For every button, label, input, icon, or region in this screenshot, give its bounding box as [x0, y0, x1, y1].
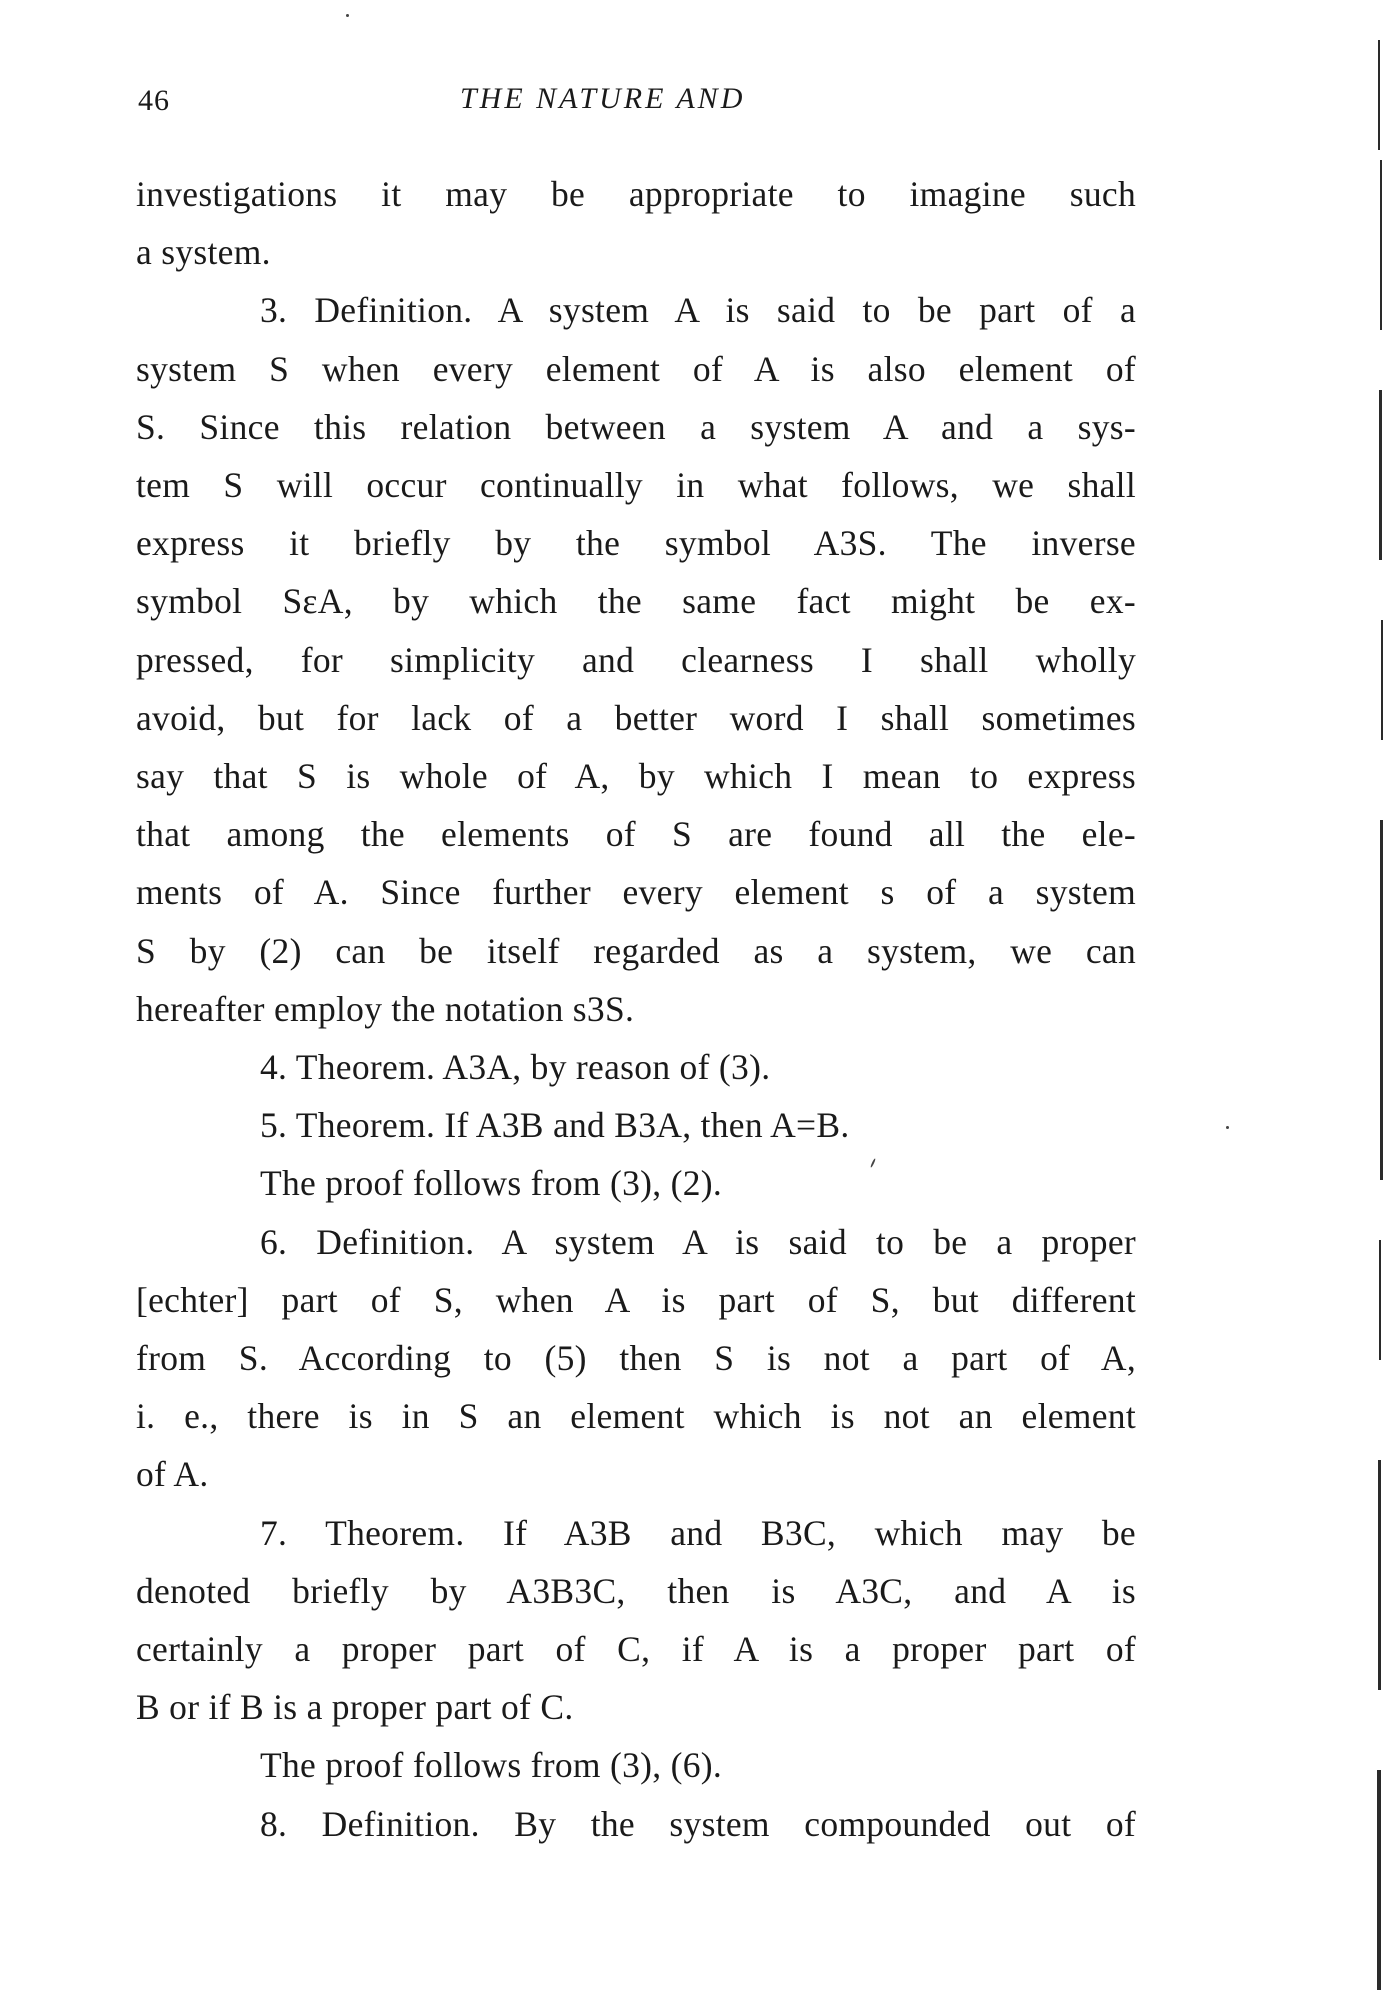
scan-edge-line: [1377, 1770, 1381, 1990]
scan-edge-line: [1381, 620, 1383, 740]
text-line: tem S will occur continually in what follows, we shall: [136, 465, 1136, 506]
scan-speck: [1226, 1126, 1229, 1129]
text-line: avoid, but for lack of a better word I shall sometimes: [136, 697, 1136, 738]
text-line: 8. Definition. By the system compounded out of: [260, 1803, 1136, 1844]
running-head: THE NATURE AND: [460, 82, 746, 115]
text-line: that among the elements of S are found all the ele-: [136, 814, 1136, 855]
text-line: 5. Theorem. If A3B and B3A, then A=B.: [260, 1105, 850, 1146]
scan-edge-line: [1379, 390, 1382, 560]
text-line: 4. Theorem. A3A, by reason of (3).: [260, 1047, 771, 1088]
text-line: The proof follows from (3), (2).: [260, 1163, 723, 1204]
text-line: system S when every element of A is also element of: [136, 348, 1136, 389]
text-line: B or if B is a proper part of C.: [136, 1687, 574, 1728]
text-line: The proof follows from (3), (6).: [260, 1745, 723, 1786]
text-line: express it briefly by the symbol A3S. The inverse: [136, 523, 1136, 564]
text-line: 3. Definition. A system A is said to be part of a: [260, 290, 1136, 331]
text-line: a system.: [136, 232, 271, 273]
text-line: ments of A. Since further every element s of a system: [136, 872, 1136, 913]
text-line: say that S is whole of A, by which I mean to express: [136, 756, 1136, 797]
scan-edge-line: [1380, 820, 1383, 1180]
text-line: 6. Definition. A system A is said to be a proper: [260, 1221, 1136, 1262]
body-text: [136, 165, 1136, 1853]
text-line: symbol SεA, by which the same fact might be ex-: [136, 581, 1136, 622]
scan-edge-line: [1379, 1240, 1381, 1360]
text-line: S by (2) can be itself regarded as a system, we can: [136, 930, 1136, 971]
text-line: [echter] part of S, when A is part of S, but different: [136, 1279, 1136, 1320]
scan-edge-line: [1378, 1460, 1381, 1690]
text-line: i. e., there is in S an element which is not an element: [136, 1396, 1136, 1437]
text-line: denoted briefly by A3B3C, then is A3C, and A is: [136, 1570, 1136, 1611]
text-line: pressed, for simplicity and clearness I shall wholly: [136, 639, 1136, 680]
scan-edge-line: [1380, 160, 1382, 330]
text-line: from S. According to (5) then S is not a part of A,: [136, 1338, 1136, 1379]
text-line: certainly a proper part of C, if A is a proper part of: [136, 1629, 1136, 1670]
text-line: hereafter employ the notation s3S.: [136, 988, 635, 1029]
text-line: 7. Theorem. If A3B and B3C, which may be: [260, 1512, 1136, 1553]
text-line: S. Since this relation between a system A and a sys-: [136, 406, 1136, 447]
text-line: investigations it may be appropriate to imagine such: [136, 174, 1136, 214]
page-header: [0, 80, 1389, 130]
page-number: 46: [138, 84, 170, 117]
scan-speck: [346, 14, 349, 17]
text-line: of A.: [136, 1454, 209, 1495]
